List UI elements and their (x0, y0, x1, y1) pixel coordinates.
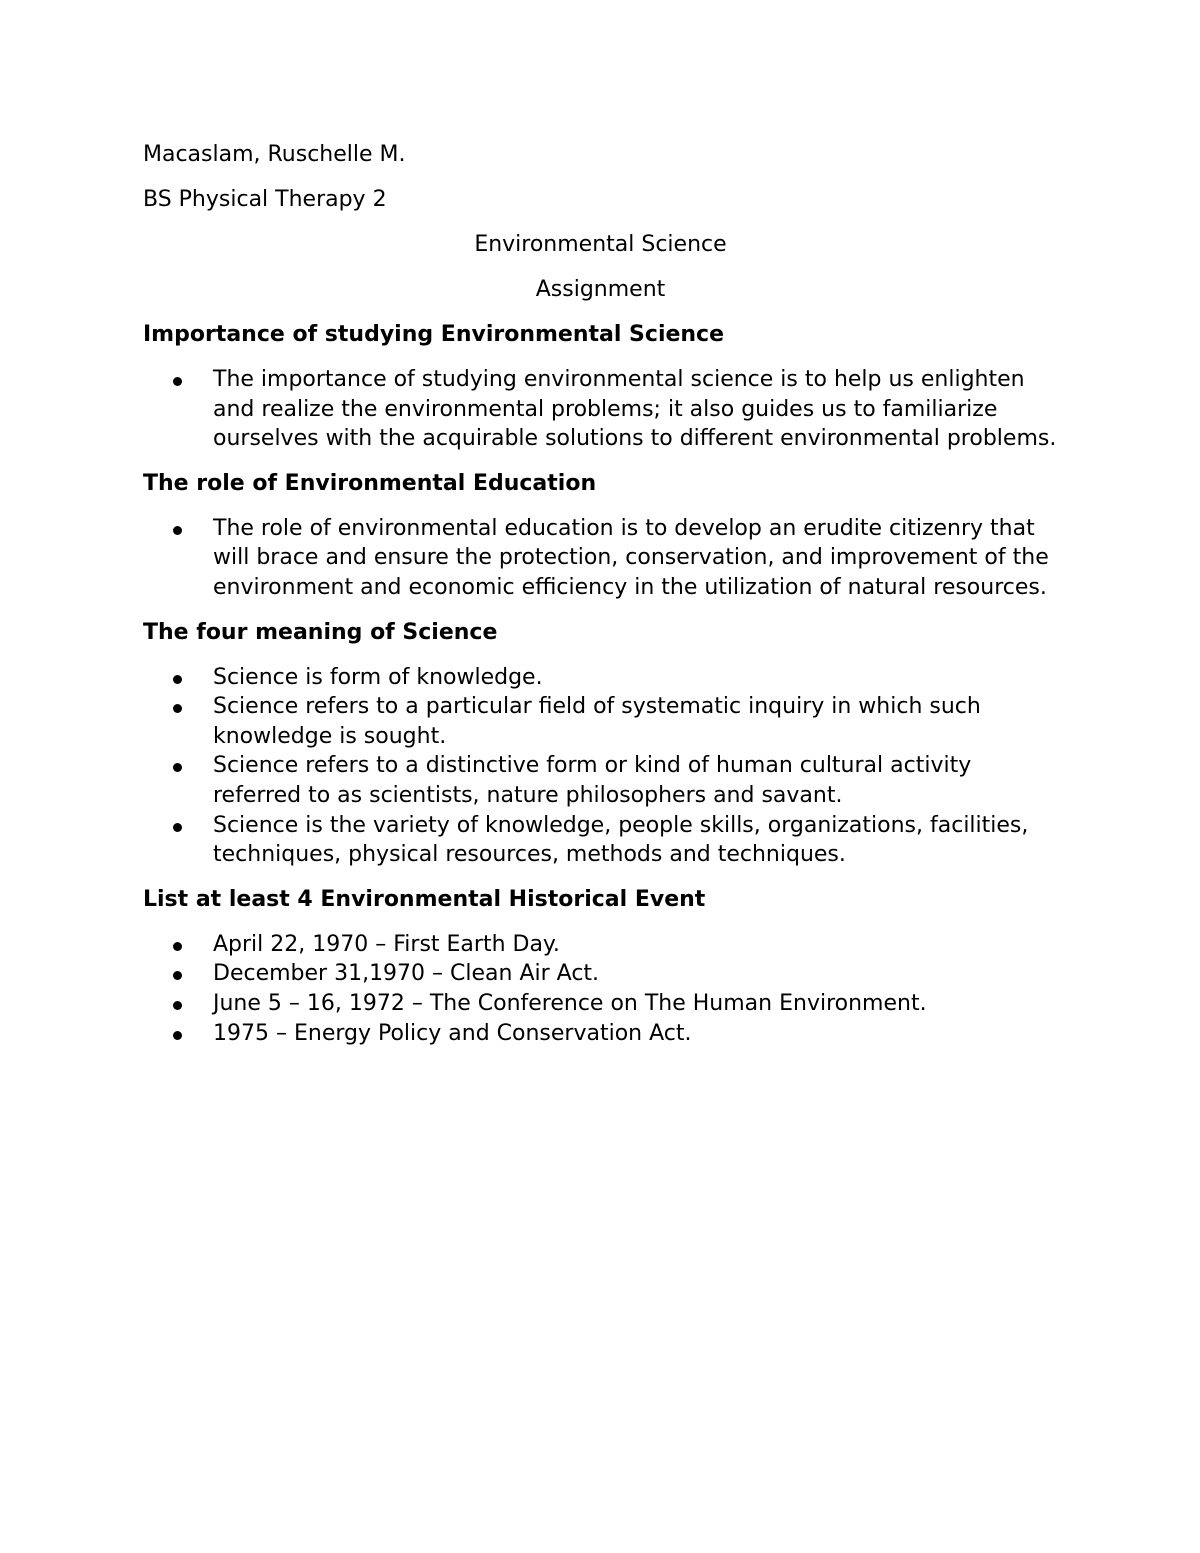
section-list-importance (143, 365, 1058, 454)
list-item-text: 1975 – Energy Policy and Conservation Act. (213, 1020, 692, 1046)
list-item-text: Science is the variety of knowledge, people skills, organizations, facilities, techniques, physical resources, methods and techniques. (213, 812, 1029, 868)
list-item-text: Science is form of knowledge. (213, 664, 543, 690)
list-item-text: Science refers to a particular field of systematic inquiry in which such knowledge is sought. (213, 694, 981, 749)
bullet-icon (173, 942, 182, 951)
list-item-text: The importance of studying environmental science is to help us enlighten and realize the environmental problems; it also guides us to familiarize ourselves with the acquirable solutions to different environmental problems. (213, 367, 1057, 452)
list-item (143, 959, 1058, 989)
list-item-text: December 31,1970 – Clean Air Act. (213, 961, 600, 987)
bullet-icon (173, 704, 182, 713)
list-item (143, 692, 1058, 751)
list-item-text: June 5 – 16, 1972 – The Conference on The Human Environment. (213, 990, 927, 1016)
bullet-icon (173, 823, 182, 832)
course-line: BS Physical Therapy 2 (143, 187, 387, 212)
list-item (143, 1019, 1058, 1049)
list-item (143, 811, 1058, 870)
document-type: Assignment (535, 277, 666, 302)
bullet-icon (173, 1031, 182, 1040)
bullet-icon (173, 675, 182, 684)
section-list-role (143, 514, 1058, 603)
list-item (143, 663, 1058, 693)
bullet-icon (173, 526, 182, 535)
author-name: Macaslam, Ruschelle M. (143, 142, 406, 167)
list-item (143, 514, 1058, 603)
subject-title: Environmental Science (474, 232, 727, 257)
list-item-text: The role of environmental education is to develop an erudite citizenry that will brace and ensure the protection, conservation, and improvement of the environment and economic efficiency in the utilization of natural resources. (213, 515, 1049, 600)
section-list-events (143, 930, 1058, 1048)
list-item (143, 989, 1058, 1019)
section-heading-role: The role of Environmental Education (143, 470, 597, 496)
bullet-icon (173, 763, 182, 772)
list-item-text: April 22, 1970 – First Earth Day. (213, 931, 560, 957)
section-heading-importance: Importance of studying Environmental Science (143, 322, 725, 347)
list-item (143, 751, 1058, 810)
document-body (143, 140, 1058, 1063)
list-item (143, 365, 1058, 454)
list-item (143, 930, 1058, 960)
section-heading-meanings: The four meaning of Science (143, 619, 498, 645)
bullet-icon (173, 1001, 182, 1010)
bullet-icon (173, 377, 182, 386)
list-item-text: Science refers to a distinctive form or kind of human cultural activity referred to as scientists, nature philosophers and savant. (213, 753, 972, 808)
section-list-meanings (143, 663, 1058, 870)
section-heading-events: List at least 4 Environmental Historical Event (143, 886, 706, 912)
bullet-icon (173, 971, 182, 980)
